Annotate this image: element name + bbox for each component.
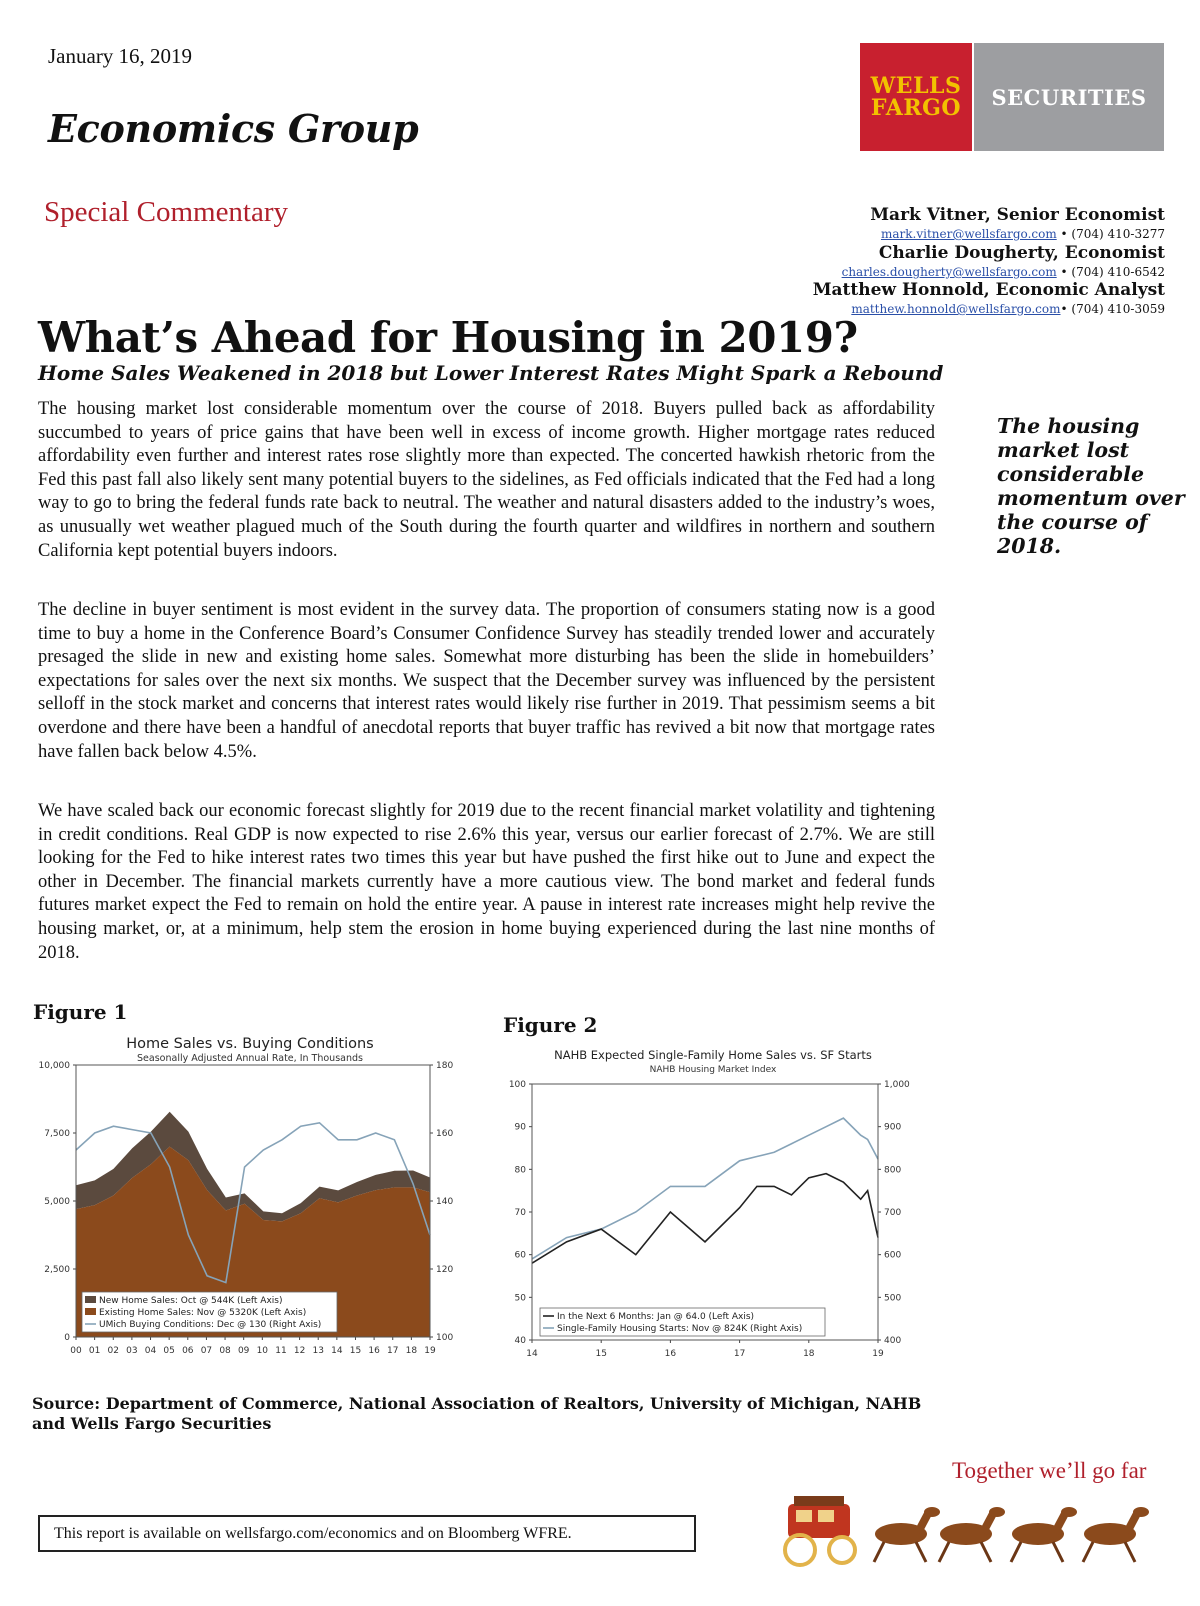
- x-axis-tick-label: 15: [595, 1349, 607, 1359]
- x-axis-tick-label: 01: [88, 1346, 101, 1356]
- x-axis-tick-label: 13: [312, 1346, 324, 1356]
- left-axis-tick-label: 70: [514, 1208, 526, 1218]
- right-axis-tick-label: 160: [436, 1129, 454, 1139]
- x-axis-tick-label: 14: [331, 1346, 343, 1356]
- x-axis-tick-label: 09: [237, 1346, 250, 1356]
- wells-fargo-logo: [860, 43, 972, 151]
- report-subtitle: Home Sales Weakened in 2018 but Lower Interest Rates Might Spark a Rebound: [38, 361, 944, 385]
- x-axis-tick-label: 04: [144, 1346, 157, 1356]
- author-phone: • (704) 410-6542: [1056, 265, 1165, 279]
- figure-2-chart-header: [500, 1045, 950, 1079]
- right-axis-tick-label: 800: [884, 1165, 902, 1176]
- report-title: What’s Ahead for Housing in 2019?: [38, 313, 858, 362]
- x-axis-tick-label: 03: [126, 1346, 138, 1356]
- source-note: Source: Department of Commerce, National Association of Realtors, University of Michigan, NAHB and Wells Fargo Securities: [32, 1394, 922, 1433]
- left-axis-tick-label: 5,000: [44, 1197, 70, 1207]
- x-axis-tick-label: 05: [163, 1346, 175, 1356]
- section-label: Special Commentary: [44, 196, 289, 228]
- securities-logo: [974, 43, 1164, 151]
- report-date: January 16, 2019: [48, 44, 193, 68]
- left-axis-tick-label: 40: [514, 1336, 526, 1346]
- x-axis-tick-label: 07: [200, 1346, 213, 1356]
- author-name: Matthew Honnold, Economic Analyst: [812, 280, 1165, 300]
- figure-1-chart: [30, 1030, 470, 1380]
- author-phone: • (704) 410-3059: [1060, 302, 1165, 316]
- x-axis-tick-label: 16: [368, 1346, 380, 1356]
- x-axis-tick-label: 12: [293, 1346, 306, 1356]
- left-axis-tick-label: 2,500: [44, 1265, 70, 1275]
- x-axis-tick-label: 14: [526, 1349, 538, 1359]
- figure-1-label: Figure 1: [33, 1000, 128, 1024]
- right-axis-tick-label: 400: [884, 1336, 902, 1346]
- right-axis-tick-label: 700: [884, 1208, 902, 1218]
- x-axis-tick-label: 00: [70, 1346, 82, 1356]
- legend-entry: Single-Family Housing Starts: Nov @ 824K (Right Axis): [557, 1324, 803, 1334]
- x-axis-tick-label: 19: [424, 1346, 436, 1356]
- x-axis-tick-label: 11: [275, 1346, 287, 1356]
- figure-2-chart: [500, 1078, 950, 1378]
- author-name: Charlie Dougherty, Economist: [878, 243, 1165, 263]
- legend-swatch: [85, 1308, 96, 1315]
- legend-entry: New Home Sales: Oct @ 544K (Left Axis): [99, 1296, 283, 1306]
- legend-entry: UMich Buying Conditions: Dec @ 130 (Right Axis): [99, 1320, 322, 1330]
- sf-housing-starts-line: [532, 1118, 878, 1259]
- author-email-link[interactable]: matthew.honnold@wellsfargo.com: [851, 302, 1061, 316]
- right-axis-tick-label: 600: [884, 1250, 902, 1261]
- body-paragraph: The housing market lost considerable momentum over the course of 2018. Buyers pulled back as affordability succumbed to years of price gains that have been well in excess of income growth. Higher mortgage rates reduced affordability even further and interest rates rose slightly more than expected. The concerted hawkish rhetoric from the Fed this past fall also likely sent many potential buyers to the sidelines, as Fed officials indicated that the Fed had a long way to go to bring the federal funds rate back to neutral. The weather and natural disasters added to the industry’s woes, as unusually wet weather plagued much of the South during the fourth quarter and wildfires in northern and southern California kept potential buyers indoors.: [38, 399, 935, 561]
- author-contact: [881, 227, 1165, 241]
- stagecoach-icon: [776, 1490, 1176, 1570]
- legend-swatch: [85, 1296, 96, 1303]
- left-axis-tick-label: 0: [64, 1333, 70, 1343]
- left-axis-tick-label: 7,500: [44, 1129, 70, 1139]
- tagline: Together we’ll go far: [952, 1458, 1147, 1483]
- right-axis-tick-label: 900: [884, 1122, 902, 1133]
- legend-entry: Existing Home Sales: Nov @ 5320K (Left Axis): [99, 1308, 307, 1318]
- author-email-link[interactable]: mark.vitner@wellsfargo.com: [880, 227, 1057, 241]
- x-axis-tick-label: 18: [405, 1346, 418, 1356]
- author-name: Mark Vitner, Senior Economist: [870, 205, 1165, 225]
- left-axis-tick-label: 10,000: [38, 1061, 70, 1071]
- x-axis-tick-label: 19: [872, 1349, 884, 1359]
- chart-title: NAHB Expected Single-Family Home Sales vs. SF Starts: [554, 1048, 872, 1062]
- author-contact: [851, 302, 1165, 316]
- right-axis-tick-label: 180: [436, 1061, 454, 1071]
- left-axis-tick-label: 80: [514, 1165, 526, 1176]
- right-axis-tick-label: 140: [436, 1197, 454, 1207]
- x-axis-tick-label: 17: [387, 1346, 399, 1356]
- group-name: Economics Group: [48, 106, 419, 151]
- left-axis-tick-label: 60: [514, 1250, 526, 1261]
- legend-entry: In the Next 6 Months: Jan @ 64.0 (Left Axis): [557, 1312, 755, 1322]
- plot-frame: [532, 1084, 878, 1340]
- availability-note: This report is available on wellsfargo.com/economics and on Bloomberg WFRE.: [38, 1515, 696, 1552]
- x-axis-tick-label: 08: [219, 1346, 231, 1356]
- author-phone: • (704) 410-3277: [1056, 227, 1165, 241]
- left-axis-tick-label: 100: [508, 1080, 526, 1090]
- figure-2-label: Figure 2: [503, 1013, 598, 1037]
- author-contact: [842, 265, 1165, 279]
- chart-subtitle: NAHB Housing Market Index: [649, 1065, 777, 1075]
- pull-quote: The housing market lost considerable momentum over the course of 2018.: [997, 414, 1185, 558]
- author-email-link[interactable]: charles.dougherty@wellsfargo.com: [841, 265, 1057, 279]
- x-axis-tick-label: 02: [107, 1346, 119, 1356]
- logo-securities: SECURITIES: [991, 84, 1147, 110]
- chart-title: Home Sales vs. Buying Conditions: [126, 1036, 374, 1052]
- body-paragraph: The decline in buyer sentiment is most evident in the survey data. The proportion of consumers stating now is a good time to buy a home in the Conference Board’s Consumer Confidence Survey has steadily trended lower and accurately presaged the slide in new and existing home sales. Somewhat more disturbing has been the slide in homebuilders’ expectations for sales over the next six months. We suspect that the December survey was influenced by the persistent selloff in the stock market and concerns that interest rates would likely rise further in 2019. That pessimism seems a bit overdone and there have been a handful of anecdotal reports that buyer traffic has revived a bit now that mortgage rates have fallen back below 4.5%.: [38, 600, 935, 762]
- x-axis-tick-label: 16: [664, 1349, 677, 1359]
- logo-line2: FARGO: [870, 95, 962, 121]
- x-axis-tick-label: 17: [733, 1349, 746, 1359]
- body-paragraph: We have scaled back our economic forecast slightly for 2019 due to the recent financial market volatility and tightening in credit conditions. Real GDP is now expected to rise 2.6% this year, versus our earlier forecast of 2.7%. We are still looking for the Fed to hike interest rates two times this year but have pushed the first hike out to June and expect the other in December. The financial markets currently have a more cautious view. The bond market and federal funds futures market expect the Fed to remain on hold the entire year. A pause in interest rate increases might help revive the housing market, or, at a minimum, help stem the erosion in home buying experienced during the last nine months of 2018.: [38, 801, 935, 963]
- logo-line1: WELLS: [870, 73, 962, 99]
- chart-subtitle: Seasonally Adjusted Annual Rate, In Thousands: [137, 1053, 363, 1064]
- x-axis-tick-label: 15: [349, 1346, 362, 1356]
- right-axis-tick-label: 100: [436, 1333, 454, 1343]
- x-axis-tick-label: 10: [256, 1346, 269, 1356]
- right-axis-tick-label: 500: [884, 1293, 902, 1304]
- x-axis-tick-label: 18: [803, 1349, 815, 1359]
- x-axis-tick-label: 06: [182, 1346, 194, 1356]
- right-axis-tick-label: 1,000: [884, 1080, 910, 1090]
- left-axis-tick-label: 50: [514, 1293, 526, 1304]
- right-axis-tick-label: 120: [436, 1265, 454, 1275]
- left-axis-tick-label: 90: [514, 1122, 526, 1133]
